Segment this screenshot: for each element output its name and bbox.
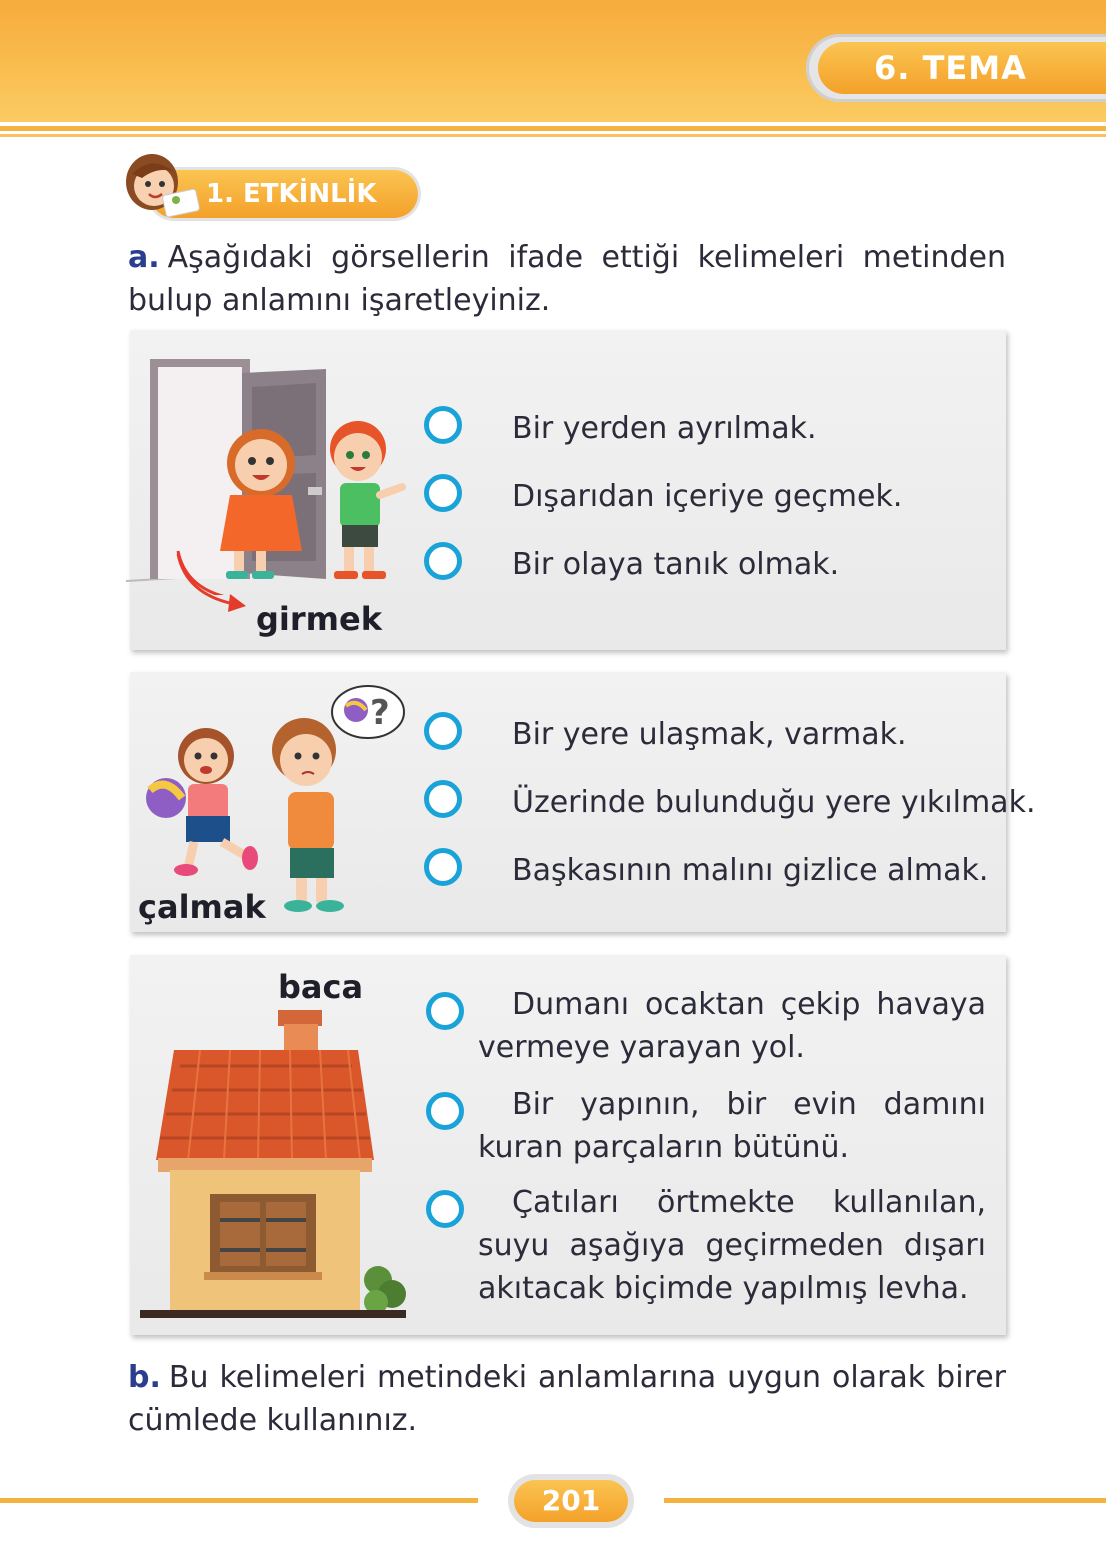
- option-label: Üzerinde bulunduğu yere yıkılmak.: [512, 785, 1036, 820]
- door-kids-illustration: [126, 355, 416, 595]
- activity-label: 1. ETKİNLİK: [150, 170, 418, 218]
- footer-rule-left: [0, 1498, 478, 1503]
- option-label: Bir olaya tanık olmak.: [512, 547, 840, 582]
- word-girmek: girmek: [256, 600, 382, 638]
- svg-text:?: ?: [370, 693, 390, 733]
- option-radio[interactable]: [424, 406, 462, 444]
- option-label: Dumanı ocaktan çekip havaya vermeye yarayan yol.: [478, 987, 986, 1065]
- option-radio[interactable]: [426, 1190, 464, 1228]
- option-radio[interactable]: [426, 992, 464, 1030]
- part-a-text: Aşağıdaki görsellerin ifade ettiği kelimeleri metinden bulup anlamını işaretleyiniz.: [128, 240, 1006, 318]
- option-radio[interactable]: [424, 780, 462, 818]
- part-a-letter: a.: [128, 240, 160, 275]
- option-radio[interactable]: [424, 474, 462, 512]
- word-baca: baca: [278, 968, 364, 1006]
- part-b-text: Bu kelimeleri metindeki anlamlarına uygun olarak birer cümlede kullanınız.: [128, 1360, 1006, 1438]
- footer-rule-right: [664, 1498, 1106, 1503]
- option-radio[interactable]: [424, 542, 462, 580]
- option-label: Çatıları örtmekte kullanılan, suyu aşağıya geçirmeden dışarı akıtacak biçimde yapılmış levha.: [478, 1185, 986, 1306]
- instruction-b: [128, 1356, 1006, 1442]
- part-b-letter: b.: [128, 1360, 161, 1395]
- header-rule: [0, 126, 1106, 131]
- option-label: Başkasının malını gizlice almak.: [512, 853, 989, 888]
- arrow-icon: [172, 550, 252, 620]
- house-illustration: [140, 1010, 410, 1320]
- girl-mascot-icon: [112, 148, 202, 220]
- option-radio[interactable]: [424, 712, 462, 750]
- kids-ball-illustration: [130, 680, 410, 920]
- header-rule-thin: [0, 134, 1106, 137]
- tema-badge: 6. TEMA: [818, 42, 1106, 94]
- option-radio[interactable]: [424, 848, 462, 886]
- instruction-a: [128, 236, 1006, 322]
- option-label: Bir yapının, bir evin damını kuran parçaların bütünü.: [478, 1087, 986, 1165]
- option-radio[interactable]: [426, 1092, 464, 1130]
- page-number: 201: [514, 1480, 628, 1522]
- word-calmak: çalmak: [138, 888, 266, 926]
- option-label: Dışarıdan içeriye geçmek.: [512, 479, 903, 514]
- option-label: Bir yere ulaşmak, varmak.: [512, 717, 907, 752]
- option-label: Bir yerden ayrılmak.: [512, 411, 817, 446]
